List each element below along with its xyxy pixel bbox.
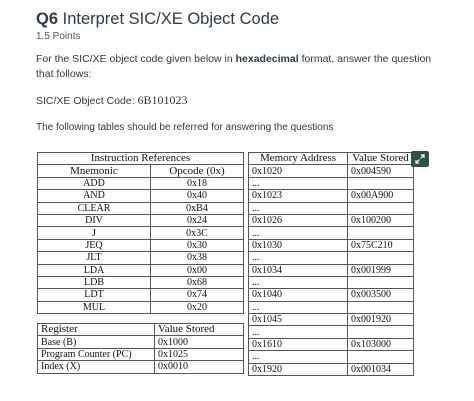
expand-button[interactable] [411,151,429,167]
instruction-row-cell: 0x74 [151,289,244,301]
question-title-text: Interpret SIC/XE Object Code [62,10,280,28]
prompt-bold: hexadecimal [235,53,299,65]
instruction-row-cell: LDT [38,289,151,301]
instruction-row [38,190,244,202]
instruction-row [38,214,244,226]
question-title [36,10,279,29]
memory-row [249,202,414,214]
instruction-row [38,264,244,276]
register-table [37,323,244,374]
instruction-row-cell: 0x20 [151,301,244,313]
instruction-row-cell: 0x3C [151,227,244,239]
reference-note: The following tables should be referred for answering the questions [36,122,334,133]
memory-row-cell: 0x1020 [249,165,348,177]
instruction-row-cell: ADD [38,177,151,189]
instruction-row [38,276,244,288]
memory-row-cell: 0x1034 [249,264,348,276]
register-row-cell: Base (B) [38,336,155,348]
instruction-header-mnemonic: Mnemonic [38,165,151,177]
memory-row [249,264,414,276]
register-row [38,336,244,348]
expand-icon [415,154,425,164]
memory-row [249,363,414,375]
memory-row-cell [348,202,414,214]
memory-row-cell: 0x1610 [249,338,348,350]
instruction-row-cell: 0x38 [151,252,244,264]
question-number: Q6 [36,10,59,28]
memory-row [249,276,414,288]
memory-row-cell: ... [249,252,348,264]
memory-row-cell: 0x1023 [249,190,348,202]
instruction-row [38,239,244,251]
instruction-row-cell: 0x24 [151,214,244,226]
register-row-cell: 0x0010 [155,361,244,373]
prompt-before: For the SIC/XE object code given below in [36,53,236,65]
instruction-header-opcode: Opcode (0x) [151,165,244,177]
memory-row-cell [348,351,414,363]
memory-row-cell: 0x75C210 [348,239,414,251]
instruction-row-cell: LDB [38,276,151,288]
memory-row-cell: 0x1040 [249,289,348,301]
memory-row-cell: 0x1920 [249,363,348,375]
instruction-table-title: Instruction References [38,153,244,165]
memory-row [249,338,414,350]
instruction-row [38,252,244,264]
memory-row [249,326,414,338]
memory-row-cell [348,276,414,288]
register-row-cell: Index (X) [38,361,155,373]
register-header-register: Register [38,324,155,336]
memory-row-cell: 0x1045 [249,314,348,326]
register-row-cell: 0x1000 [155,336,244,348]
instruction-row-cell: CLEAR [38,202,151,214]
memory-row-cell: ... [249,177,348,189]
instruction-row [38,289,244,301]
memory-row-cell: 0x001034 [348,363,414,375]
memory-row-cell: 0x003500 [348,289,414,301]
object-code-label: SIC/XE Object Code: [36,95,138,107]
instruction-row-cell: J [38,227,151,239]
memory-row-cell: ... [249,351,348,363]
instruction-row-cell: 0xB4 [151,202,244,214]
memory-row [249,165,414,177]
instruction-row-cell: 0x00 [151,264,244,276]
memory-table [248,152,414,376]
register-row-cell: 0x1025 [155,348,244,360]
memory-row [249,239,414,251]
object-code-line [36,93,188,108]
memory-row [249,301,414,313]
memory-header-address: Memory Address [249,153,348,165]
instruction-row-cell: 0x68 [151,276,244,288]
register-row [38,348,244,360]
instruction-row-cell: 0x30 [151,239,244,251]
instruction-row [38,202,244,214]
memory-row [249,351,414,363]
instruction-row-cell: MUL [38,301,151,313]
memory-row-cell: ... [249,276,348,288]
memory-row-cell: 0x103000 [348,338,414,350]
register-header-value: Value Stored [155,324,244,336]
memory-row-cell: 0x001999 [348,264,414,276]
register-row-cell: Program Counter (PC) [38,348,155,360]
memory-row [249,252,414,264]
memory-row-cell [348,301,414,313]
memory-header-value: Value Stored [348,153,414,165]
instruction-row-cell: 0x40 [151,190,244,202]
instruction-row-cell: JEQ [38,239,151,251]
instruction-row-cell: DIV [38,214,151,226]
instruction-row [38,227,244,239]
memory-row-cell: ... [249,202,348,214]
memory-row-cell: ... [249,326,348,338]
question-points: 1.5 Points [36,31,81,42]
prompt-after: format, answer the question that follows: [36,53,432,80]
memory-row-cell: 0x004590 [348,165,414,177]
memory-row-cell [348,227,414,239]
instruction-row-cell: LDA [38,264,151,276]
question-prompt [36,52,436,82]
instruction-row-cell: JLT [38,252,151,264]
instruction-row-cell: 0x18 [151,177,244,189]
memory-row-cell: 0x001920 [348,314,414,326]
memory-row-cell: 0x1030 [249,239,348,251]
instruction-row-cell: AND [38,190,151,202]
memory-row-cell: 0x1026 [249,214,348,226]
memory-row [249,227,414,239]
memory-row-cell: ... [249,227,348,239]
memory-row-cell: 0x100200 [348,214,414,226]
memory-row [249,190,414,202]
memory-row-cell: 0x00A900 [348,190,414,202]
memory-row-cell: ... [249,301,348,313]
memory-row-cell [348,252,414,264]
memory-row [249,214,414,226]
memory-row [249,177,414,189]
object-code-value: 6B101023 [137,93,188,107]
instruction-table [37,152,244,314]
instruction-row [38,301,244,313]
instruction-row [38,177,244,189]
memory-row [249,314,414,326]
memory-row-cell [348,177,414,189]
memory-row-cell [348,326,414,338]
register-row [38,361,244,373]
memory-row [249,289,414,301]
